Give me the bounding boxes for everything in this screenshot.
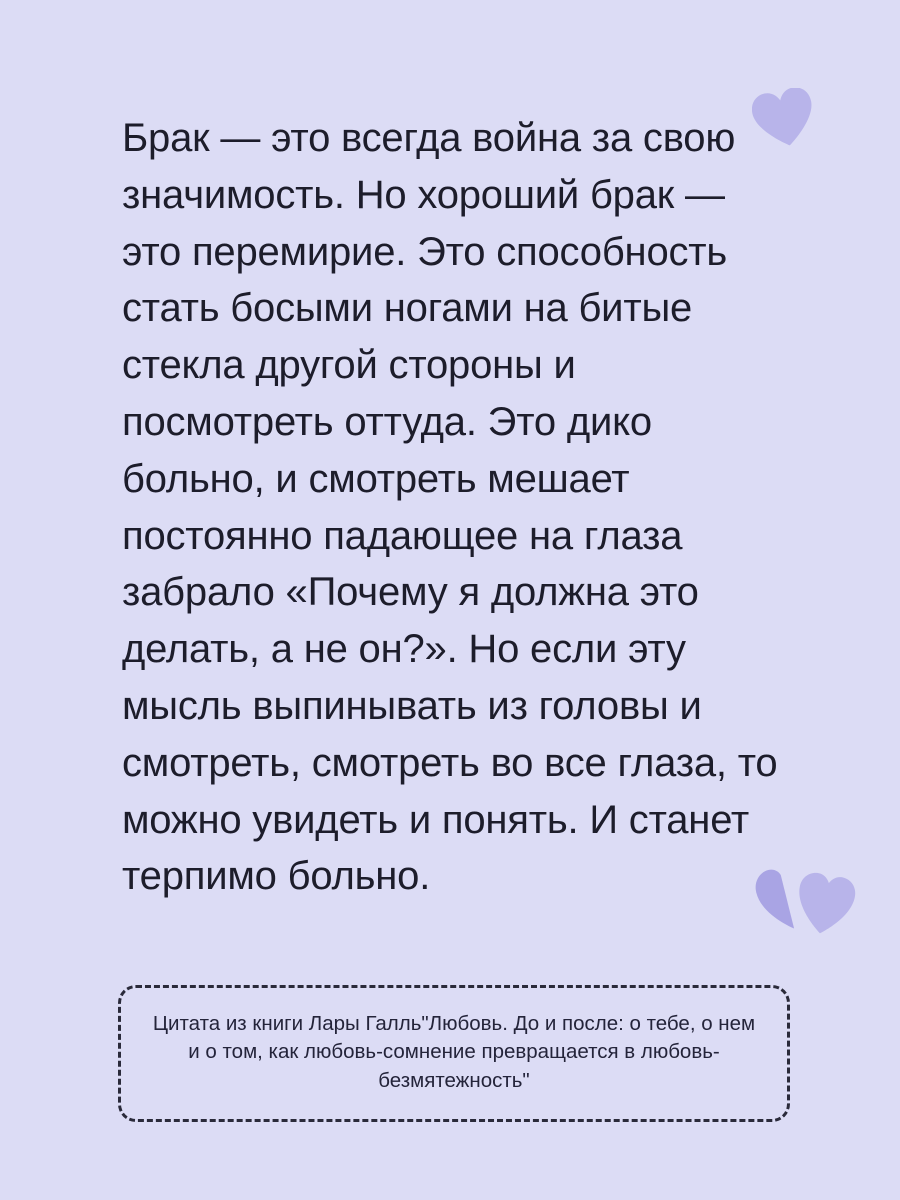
- quote-body-text: Брак — это всегда война за свою значимость. Но хороший брак — это перемирие. Это способность стать босыми ногами на битые стекла другой стороны и посмотреть оттуда. Это дико больно, и смотреть мешает постоянно падающее на глаза забрало «Почему я должна это делать, а не он?». Но если эту мысль выпинывать из головы и смотреть, смотреть во все глаза, то можно увидеть и понять. И станет терпимо больно.: [122, 116, 789, 899]
- source-attribution-box: [118, 985, 790, 1122]
- source-attribution-text: Цитата из книги Лары Галль"Любовь. До и после: о тебе, о нем и о том, как любовь-сомнение превращается в любовь-безмятежность": [152, 1012, 761, 1092]
